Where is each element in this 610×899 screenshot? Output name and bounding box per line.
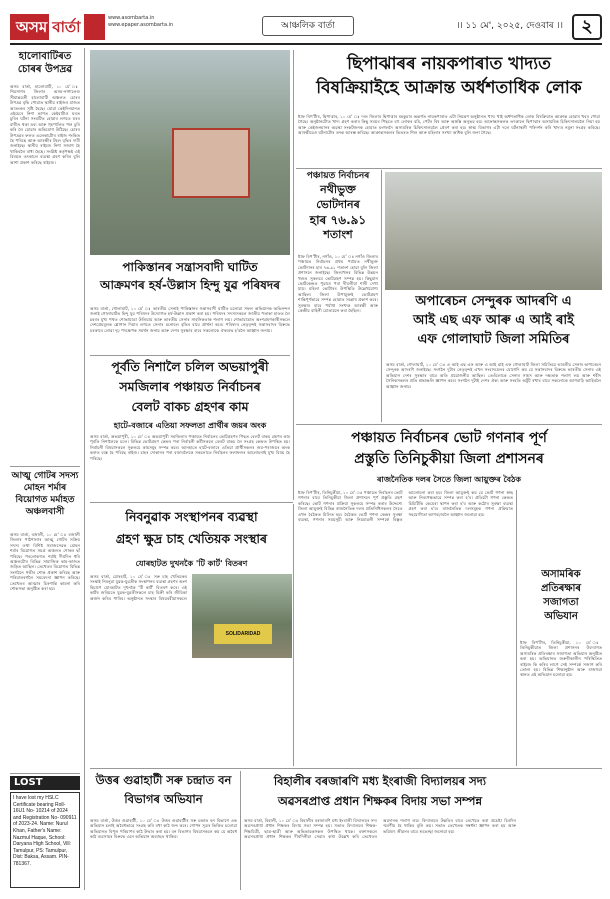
story8-headline <box>520 568 602 638</box>
lost-ad-text: I have lost my HSLC Certificate bearing Roll-16U1 No- 10214 of 2024 and Registration No- 090911 of 2023-24. Name: Nurul Khan, Father's Name: Nazmul Haque, School: Daryana High School, Vill: Tamulpur, PS: Tamulpur, Dist: Baksa, Assam. PIN- 781367. <box>13 795 77 867</box>
story4-headline-line3: ভোটদানৰ <box>316 198 360 211</box>
story9-headline <box>90 771 237 815</box>
story3-headline-line2: সমজিলাৰ পঞ্চায়ত নিৰ্বাচনৰ <box>119 379 261 394</box>
story8-headline-line2: প্ৰতিৰক্ষাৰ <box>540 583 582 594</box>
column-divider <box>516 490 517 766</box>
story8-headline-line4: অভিযান <box>544 611 578 622</box>
story1-headline-line2: বিষক্ৰিয়াইহে আক্ৰান্ত অৰ্ধশতাধিক লোক <box>316 78 582 98</box>
story5-headline <box>385 292 602 358</box>
left-story2-body: অসম বাৰ্তা, বজালী, ১০ মে' ঃ বজালী জিলাৰ পাঠশালাৰ আত্মু গোটৰ সক্ৰিয় সদস্য তথা বিশিষ্ট সমাজসেৱক মোহন শৰ্মাৰ বিয়োগত সমগ্ৰ অঞ্চলত শোকৰ ছাঁ পৰিছে। পৰলোকগত শৰ্মাই দীৰ্ঘদিন ধৰি অঞ্চলটোৰ বিভিন্ন সামাজিক কাম-কাজত জড়িত আছিল। তেখেতৰ বিয়োগত বিভিন্ন সংগঠনে গভীৰ শোক প্ৰকাশ কৰিছে আৰু পৰিয়ালবৰ্গলৈ সমবেদনা জ্ঞাপন কৰিছে। তেখেতৰ আত্মাৰ চিৰশান্তি কামনা কৰি শোকসভা অনুষ্ঠিত কৰা হয়। <box>10 532 80 592</box>
story2-headline-line2: আক্ৰমণৰ হৰ্ষ-উল্লাস হিন্দু যুৱ পৰিষদৰ <box>100 278 280 292</box>
divider <box>10 466 80 467</box>
left-story1-title: হালোবাটিৰত চোৰৰ উপদ্ৰৱ <box>17 51 73 75</box>
banner-shape <box>172 128 250 198</box>
story4-headline <box>298 170 378 250</box>
story3-headline <box>90 357 290 419</box>
logo-text: অসম <box>16 18 48 36</box>
story3-subhead: হাটে-বজাৰে এতিয়া সফলতা প্ৰাৰ্থীৰ জয়ৰ অংক <box>113 421 267 430</box>
left-story2-headline <box>10 470 80 528</box>
story4-headline-line5: শতাংশ <box>323 228 353 241</box>
story2-body: অসম বাৰ্তা, গোলাঘাট, ১০ মে' ঃ ভাৰতীয় সেনাই পাকিস্তানৰ সন্ত্ৰাসবাদী ঘাটিত চলোৱা সফল অভিযানক অভিনন্দন জনাই গোলাঘাটত হিন্দু যুৱ পৰিষদৰ উদ্যোগত হৰ্ষ-উল্লাস প্ৰকাশ কৰা হয়। পৰিষদৰ সদস্যসকলে জাতীয় পতাকা হাতত লৈ চহৰৰ মুখ্য পথত শোভাযাত্ৰা উলিয়ায় আৰু ভাৰতীয় সেনাৰ সাহসিকতাক শলাগ লয়। শোভাযাত্ৰাত অংশগ্ৰহণকাৰীসকলে দেশপ্ৰেমমূলক শ্লোগান দিয়াৰ লগতে সেনাৰ মনোবল বৃদ্ধিৰ বাবে প্ৰাৰ্থনা কৰে। পৰিষদৰ নেতৃবৃন্দই সন্ত্ৰাসবাদৰ বিৰুদ্ধে চৰকাৰে লোৱা দৃঢ় পদক্ষেপক সমৰ্থন জনায় আৰু দেশৰ সুৰক্ষাৰ বাবে সকলোকে ঐক্যবদ্ধ হ'বলৈ আহ্বান জনায়। <box>90 306 290 333</box>
story6-subhead: যোৰহাটত দুখনকৈ 'টি কাৰ্ট' বিতৰণ <box>135 559 248 568</box>
lost-ad <box>10 792 80 888</box>
story5-body: অসম বাৰ্তা, গোলাঘাট, ১০ মে' ঃ এ আই এছ এফ আৰু এ আই ৱাই এফ গোলাঘাট জিলা সমিতিয়ে ভাৰতীয় সেনাৰ অপাৰেচন সেন্দুৰক আদৰণি জনাইছে। সংগঠন দুটাৰ নেতৃবৃন্দই এখন সংবাদমেলৰ যোগেদি কয় যে সন্ত্ৰাসবাদৰ বিৰুদ্ধে ভাৰতীয় সেনাৰ এই অভিযান দেশৰ সুৰক্ষাৰ বাবে অতি প্ৰয়োজনীয় আছিল। তেওঁলোকে সেনাৰ সাহস আৰু দক্ষতাক শলাগ লয় আৰু শহীদ সৈনিকসকলৰ প্ৰতি শ্ৰদ্ধাঞ্জলি জ্ঞাপন কৰে। সংগঠন দুটাই দেশৰ ঐক্য আৰু সংহতি অটুট ৰখাৰ বাবে সকলোকে আগবাঢ়ি আহিবলৈ আহ্বান জনায়। <box>386 362 601 389</box>
column-divider <box>381 170 382 422</box>
story6-headline <box>90 506 293 556</box>
story4-headline-line2: নথীভুক্ত <box>320 183 356 196</box>
story3-body: অসম বাৰ্তা, অভয়াপুৰী, ১০ মে' ঃ অভয়াপুৰী সমজিলাৰ পঞ্চায়ত নিৰ্বাচনৰ ভোটগ্ৰহণৰ পিছত বেলট বাকচ গ্ৰহণৰ কাম পূৰ্বতি নিশালৈকে চলে। বিভিন্ন ভোটগ্ৰহণ কেন্দ্ৰৰ পৰা নিৰ্বাচনী কৰ্মীসকলে বেলট বাকচ লৈ সংগ্ৰহ কেন্দ্ৰত উপস্থিত হয়। নিৰ্বাচনী বিষয়াসকলে সুকলমে কামসমূহ সম্পন্ন কৰে। আনহাতে হাটে-বজাৰে এতিয়া প্ৰাৰ্থীসকলৰ জয়-পৰাজয়ৰ অংক কৰাত ব্যস্ত হৈ পৰিছে ৰাইজ। চাহৰ দোকানৰ পৰা বজাৰলৈকে সকলোতে নিৰ্বাচনৰ ফলাফলৰ আলোচনাই মুখ্য বিষয় হৈ পৰিছে। <box>90 434 290 461</box>
story5-headline-line3: এফ গোলাঘাট জিলা সমিতিৰ <box>417 332 570 347</box>
epaper-link[interactable]: www.epaper.asombarta.in <box>108 22 174 28</box>
story2-headline <box>90 258 290 304</box>
story7-body: ষ্টাফ ৰিপ'ৰ্টাৰ, তিনিচুকীয়া, ১০ মে' ঃ পঞ্চায়ত নিৰ্বাচনৰ ভোট গণনাৰ বাবে তিনিচুকীয়া জিলা প্ৰশাসনে পূৰ্ণ প্ৰস্তুতি গ্ৰহণ কৰিছে। ভোট গণনাৰ প্ৰক্ৰিয়া সুকলমে সম্পন্ন কৰাৰ উদ্দেশ্যে জিলা আয়ুক্তই বিভিন্ন ৰাজনৈতিক দলৰ প্ৰতিনিধিসকলৰ সৈতে এখন বৈঠকত মিলিত হয়। বৈঠকত ভোট গণনা কেন্দ্ৰৰ সুৰক্ষা ব্যৱস্থা, গণনাৰ সময়সূচী আৰু নিয়মাৱলী সম্পৰ্কে বিস্তৃত আলোচনা কৰা হয়। জিলা আয়ুক্তই কয় যে ভোট গণনা স্বচ্ছ আৰু নিৰপেক্ষভাৱে সম্পন্ন কৰা হ'ব। প্ৰতিটো গণনা কেন্দ্ৰত চিচিটিভি কেমেৰা স্থাপন কৰা হ'ব আৰু কঠোৰ সুৰক্ষা ব্যৱস্থা গ্ৰহণ কৰা হ'ব। ৰাজনৈতিক দলসমূহক গণনা প্ৰক্ৰিয়াত সহযোগিতা আগবঢ়াবলৈ আহ্বান জনোৱা হয়। <box>298 490 513 523</box>
header-websites <box>108 15 208 29</box>
column-divider <box>84 48 85 890</box>
story6-headline-line2: গ্ৰহণ ক্ষুদ্ৰ চাহ খেতিয়ক সংস্থাৰ <box>115 531 268 546</box>
story7-headline <box>296 428 602 472</box>
story1-headline <box>296 52 602 112</box>
story3-headline-line1: পূৰ্বতি নিশালৈ চলিল অভয়াপুৰী <box>111 359 269 374</box>
story5-headline-line2: আই এছ এফ আৰু এ আই ৰাই <box>413 313 574 328</box>
story4-body: ষ্টাফ ৰিপ'ৰ্টাৰ, নগাঁও, ১০ মে' ঃ নগাঁও জিলাৰ পঞ্চায়ত নিৰ্বাচনৰ প্ৰথম পৰ্যায়ত নথীভুক্ত ভোটদানৰ হাৰ ৭৬.৯১ শতাংশ হোৱা বুলি জিলা প্ৰশাসনে জনাইছে। জিলাখনৰ বিভিন্ন উন্নয়ন খণ্ডত সুকলমে ভোটগ্ৰহণ সম্পন্ন হয়। কিছুমান ভোটকেন্দ্ৰত পুৱাৰে পৰা দীঘলীয়া শাৰী দেখা যায়। মহিলা ভোটাৰৰ উপস্থিতি উল্লেখযোগ্য আছিল। জিলা উপায়ুক্তই ভোটগ্ৰহণ শান্তিপূৰ্ণভাৱে সম্পন্ন হোৱাত সন্তোষ প্ৰকাশ কৰে। সুৰক্ষাৰ বাবে পৰ্যাপ্ত সংখ্যক আৰক্ষী আৰু কেন্দ্ৰীয় বাহিনী মোতায়েন কৰা হৈছিল। <box>298 254 378 314</box>
masthead-logo <box>10 14 105 40</box>
story8-body: ষ্টাফ ৰিপ'ৰ্টাৰ, তিনিচুকীয়া, ১০ মে' ঃ তিনিচুকীয়াত জিলা প্ৰশাসনৰ উদ্যোগত অসামৰিক প্ৰতিৰক্ষাৰ সজাগতা অভিযান অনুষ্ঠিত কৰা হয়। অভিযানত জৰুৰীকালীন পৰিস্থিতিত ৰাইজে কি কৰিব লাগে সেই সম্পৰ্কে সজাগ কৰি তোলা হয়। বিভিন্ন শিক্ষানুষ্ঠান আৰু ৰাজহুৱা স্থানত এই অভিযান চলোৱা হয়। <box>520 640 602 678</box>
story10-headline <box>244 771 516 815</box>
story10-body: অসম বাৰ্তা, বিহালী, ১০ মে' ঃ বিহালীৰ বৰজাৰণি মধ্য ইংৰাজী বিদ্যালয়ৰ সদ্য অৱসৰপ্ৰাপ্ত প্ৰধান শিক্ষকৰ বিদায় সভা সম্পন্ন হয়। সভাত বিদ্যালয়ৰ শিক্ষক-শিক্ষয়িত্ৰী, ছাত্ৰ-ছাত্ৰী আৰু অভিভাৱকসকল উপস্থিত থাকে। বক্তাসকলে অৱসৰপ্ৰাপ্ত প্ৰধান শিক্ষকৰ দীৰ্ঘদিনীয়া সেৱাৰ কথা উল্লেখ কৰি তেখেতৰ অৱদানক শলাগ লয়। বিদ্যালয়ৰ উন্নতিৰ বাবে তেখেতে কৰা প্ৰচেষ্টা চিৰদিন স্মৰণীয় হৈ থাকিব বুলি কয়। সভাত তেখেতক সম্বৰ্ধনা জ্ঞাপন কৰা হয় আৰু ভৱিষ্যৎ জীৱনৰ বাবে শুভেচ্ছা জনোৱা হয়। <box>244 818 516 840</box>
left-story1-body: অসম বাৰ্তা, হালোবাটি, ১০ মে' ঃ শিৱসাগৰ জিলাৰ অসম-নাগালেণ্ড সীমান্তৱৰ্তী হালোবাটি অঞ্চলত চোৰৰ উপদ্ৰৱ বৃদ্ধি পোৱাত স্থানীয় ৰাইজৰ মাজত আতংকৰ সৃষ্টি হৈছে। যোৱা কেইদিনমানত এইচেৰে নিশা ভাগত কেইবাটাও ঘৰত চুৰিৰ ঘটনা সংঘটিত হোৱাৰ লগতে ঘৰৰ বাৰীত থকা দ্ৰব্য আৰু গৃহপালিত পশু চুৰি কৰি লৈ যোৱাৰ অভিযোগ উঠিছে। চোৰৰ উপদ্ৰৱৰ ফলত এলেকাটোৰ ৰাইজ শংকিত হৈ পৰিছে আৰু আৰক্ষীৰ টহল বৃদ্ধিৰ দাবী জনাইছে। স্থানীয় ৰাইজে নিশা সজাগ হৈ থাকিবলৈ বাধ্য হৈছে। সংশ্লিষ্ট কৰ্তৃপক্ষই এই বিষয়ত তৎকালে ব্যৱস্থা গ্ৰহণ কৰিব বুলি আশা প্ৰকাশ কৰিছে ৰাইজে। <box>10 84 80 165</box>
story10-headline-line2: অৱসৰপ্ৰাপ্ত প্ৰধান শিক্ষকৰ বিদায় সভা সম্পন্ন <box>277 794 483 808</box>
story7-subhead: ৰাজনৈতিক দলৰ সৈতে জিলা আয়ুক্তৰ বৈঠক <box>377 475 521 484</box>
column-divider <box>240 771 241 890</box>
story1-body: ষ্টাফ ৰিপ'ৰ্টাৰ, ছিপাঝাৰ, ১০ মে' ঃ দৰং জিলাৰ ছিপাঝাৰ মহকুমাৰ অন্তৰ্গত নায়কপাৰাত এটা নিমন্ত্ৰণ অনুষ্ঠানত খাদ্য খাই অৰ্ধশতাধিক লোক বিষক্ৰিয়াত আক্ৰান্ত হোৱাৰ খবৰ পোৱা গৈছে। অনুষ্ঠানটোত খাদ্য গ্ৰহণ কৰাৰ কিছু সময়ৰ পিছতে বহু লোকৰ বমি, পেটৰ বিষ আৰু অস্বস্তি অনুভৱ হয়। আক্ৰান্তসকলক তৎকালে ছিপাঝাৰ অসামৰিক চিকিৎসালয়লৈ নিয়া হয় আৰু কেইজনমানৰ অৱস্থা সংকটজনক হোৱাত মংগলদৈ অসামৰিক চিকিৎসালয়লৈ প্ৰেৰণ কৰা হয়। স্বাস্থ্য বিভাগৰ এটা দলে ঘটনাস্থলী পৰিদৰ্শন কৰি খাদ্যৰ নমুনা সংগ্ৰহ কৰিছে। আৰক্ষীয়েও ঘটনাটোৰ তদন্ত আৰম্ভ কৰিছে। আক্ৰান্তসকলৰ ভিতৰত শিশু আৰু মহিলাৰ সংখ্যা অধিক বুলি জনা গৈছে। <box>298 114 600 136</box>
left-story2-title: আত্মু গোটৰ সদস্য মোহন শৰ্মাৰ বিয়োগত মৰ্মাহত অঞ্চলবাসী <box>11 471 79 517</box>
story8-headline-line3: সজাগতা <box>543 597 579 608</box>
story4-headline-line4: হাৰ ৭৬.৯১ <box>309 213 367 227</box>
story10-headline-line1: বিহালীৰ বৰজাৰণি মধ্য ইংৰাজী বিদ্যালয়ৰ সদ্য <box>273 774 487 788</box>
story6-headline-line1: নিবনুৱাক সংস্থাপনৰ ব্যৱস্থা <box>125 509 258 524</box>
divider <box>90 768 602 769</box>
logo-box-text: বার্তা <box>49 14 83 40</box>
story9-headline-text: উত্তৰ গুৱাহাটী সৰু চন্দ্ৰাত বন বিভাগৰ অভিযান <box>95 773 232 806</box>
story2-headline-line1: পাকিস্তানৰ সন্ত্ৰাসবাদী ঘাটিত <box>122 260 258 274</box>
news-photo-group <box>385 172 602 290</box>
page-number: ২ <box>572 14 602 40</box>
divider <box>90 502 293 503</box>
story5-headline-line1: অপাৰেচন সেন্দুৰক আদৰণি এ <box>415 294 572 309</box>
photo-caption-text: SOLIDARIDAD <box>214 624 272 644</box>
divider <box>10 773 80 774</box>
header-divider <box>10 43 602 45</box>
column-divider <box>293 50 294 500</box>
story3-headline-line3: বেলট বাকচ গ্ৰহণৰ কাম <box>131 399 249 414</box>
issue-date: ।। ১১ মে', ২০২৫, দেওবাৰ ।। <box>456 21 563 31</box>
divider <box>296 424 602 425</box>
left-story1-headline <box>10 50 80 80</box>
story8-headline-line1: অসামৰিক <box>541 569 581 580</box>
story6-body: অসম বাৰ্তা, যোৰহাট, ১০ মে' ঃ সৰু চাহ খেতিয়কৰ সংস্থাই নিবনুৱা যুৱক-যুৱতীক সংস্থাপনৰ ব্যৱস্থা গ্ৰহণৰ অংশ হিচাপে যোৰহাটত দুখনকৈ 'টি কাৰ্ট' বিতৰণ কৰে। এই কাৰ্টৰ জৰিয়তে যুৱক-যুৱতীসকলে চাহ বিক্ৰী কৰি জীৱিকা অৰ্জন কৰিব পাৰিব। অনুষ্ঠানত সংস্থাৰ বিষয়ববীয়াসকলে <box>90 574 187 601</box>
divider <box>296 168 602 169</box>
website-link[interactable]: www.asombarta.in <box>108 15 155 21</box>
story1-headline-line1: ছিপাঝাৰৰ নায়কপাৰাত খাদ্যত <box>347 54 551 74</box>
lost-banner <box>10 776 80 790</box>
section-label: আঞ্চলিক বাৰ্তা <box>262 16 354 36</box>
divider <box>90 355 290 356</box>
story7-headline-line2: প্ৰস্তুতি তিনিচুকীয়া জিলা প্ৰশাসনৰ <box>354 451 544 467</box>
story4-headline-line1: পঞ্চায়ত নিৰ্বাচনৰ <box>306 171 370 181</box>
story9-body: অসম বাৰ্তা, উত্তৰ গুৱাহাটী, ১০ মে' ঃ উত্তৰ গুৱাহাটীৰ সৰু চন্দ্ৰাত বন বিভাগে এক অভিযান চলাই অবৈধভাৱে সংগ্ৰহ কৰি ৰখা কাঠ জব্দ কৰে। গোপন সূত্ৰৰ ভিত্তিত চলোৱা অভিযানত বিপুল পৰিমাণৰ কাঠ উদ্ধাৰ কৰা হয়। বন বিভাগৰ বিষয়াসকলে কয় যে অবৈধ কাঠ ব্যৱসায়ৰ বিৰুদ্ধে এনে অভিযান অব্যাহত থাকিব। <box>90 818 237 840</box>
column-divider <box>293 504 294 766</box>
news-photo-teacart <box>192 574 292 658</box>
lost-title: LOST <box>14 777 43 788</box>
story7-headline-line1: পঞ্চায়ত নিৰ্বাচনৰ ভোট গণনাৰ পূৰ্ণ <box>351 430 547 446</box>
news-photo-rally <box>90 50 290 255</box>
